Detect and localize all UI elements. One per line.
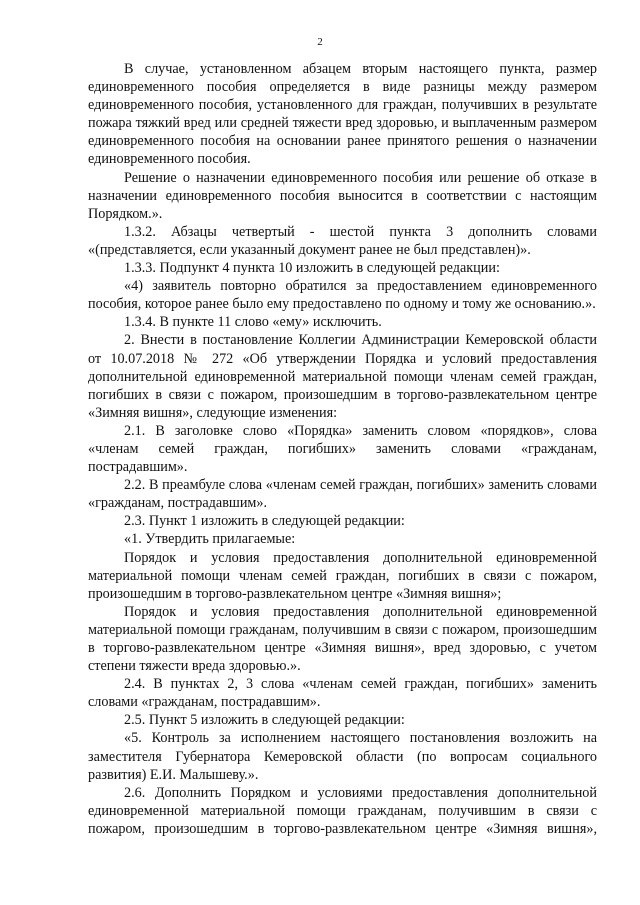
paragraph: 2. Внести в постановление Коллегии Администрации Кемеровской области от 10.07.2018 № 272 «Об утверждении Порядка и условий предоставления дополнительной единовременной материальной помощи членам семей граждан, погибших в связи с пожаром, произошедшим в торгово-развлекательном центре «Зимняя вишня», следующие изменения: <box>88 332 597 421</box>
paragraph: 1.3.2. Абзацы четвертый - шестой пункта 3 дополнить словами «(представляется, если указанный документ ранее не был представлен)». <box>88 223 597 258</box>
paragraph: «4) заявитель повторно обратился за предоставлением единовременного пособия, которое ранее было ему предоставлено по одному и тому же основанию.». <box>88 278 597 313</box>
paragraph: 2.4. В пунктах 2, 3 слова «членам семей граждан, погибших» заменить словами «гражданам, пострадавшим». <box>88 676 597 711</box>
paragraph: Порядок и условия предоставления дополнительной единовременной материальной помощи гражданам, получившим в связи с пожаром, произошедшим в торгово-развлекательном центре «Зимняя вишня», вред здоровью, с учетом степени тяжести вреда здоровью.». <box>88 603 597 675</box>
paragraph: 2.1. В заголовке слово «Порядка» заменить словом «порядков», слова «членам семей граждан, погибших» заменить словами «гражданам, пострадавшим». <box>88 422 597 476</box>
document-body <box>88 60 597 838</box>
paragraph: 2.6. Дополнить Порядком и условиями предоставления дополнительной единовременной материальной помощи гражданам, получившим в связи с пожаром, произошедшим в торгово-развлекательном центре «Зимняя вишня», <box>88 784 597 837</box>
paragraph: Порядок и условия предоставления дополнительной единовременной материальной помощи членам семей граждан, погибших в связи с пожаром, произошедшим в торгово-развлекательном центре «Зимняя вишня»; <box>88 549 597 602</box>
paragraph: В случае, установленном абзацем вторым настоящего пункта, размер единовременного пособия определяется в виде разницы между размером единовременного пособия, установленного для граждан, получивших в результате пожара тяжкий вред или средней тяжести вред здоровью, и выплаченным размером единовременного пособия на основании ранее принятого решения о назначении единовременного пособия. <box>88 61 597 168</box>
page-number: 2 <box>317 36 323 48</box>
paragraph: Решение о назначении единовременного пособия или решение об отказе в назначении единовременного пособия выносится в соответствии с настоящим Порядком.». <box>88 169 597 222</box>
paragraph: 2.2. В преамбуле слова «членам семей граждан, погибших» заменить словами «гражданам, пострадавшим». <box>88 477 597 512</box>
paragraph: 2.3. Пункт 1 изложить в следующей редакции: <box>124 513 405 530</box>
paragraph: 1.3.3. Подпункт 4 пункта 10 изложить в следующей редакции: <box>124 260 500 277</box>
paragraph: 2.5. Пункт 5 изложить в следующей редакции: <box>124 712 405 729</box>
paragraph: «1. Утвердить прилагаемые: <box>124 531 296 548</box>
paragraph: «5. Контроль за исполнением настоящего постановления возложить на заместителя Губернатора Кемеровской области (по вопросам социального развития) Е.И. Малышеву.». <box>88 730 597 783</box>
paragraph: 1.3.4. В пункте 11 слово «ему» исключить. <box>124 314 382 331</box>
